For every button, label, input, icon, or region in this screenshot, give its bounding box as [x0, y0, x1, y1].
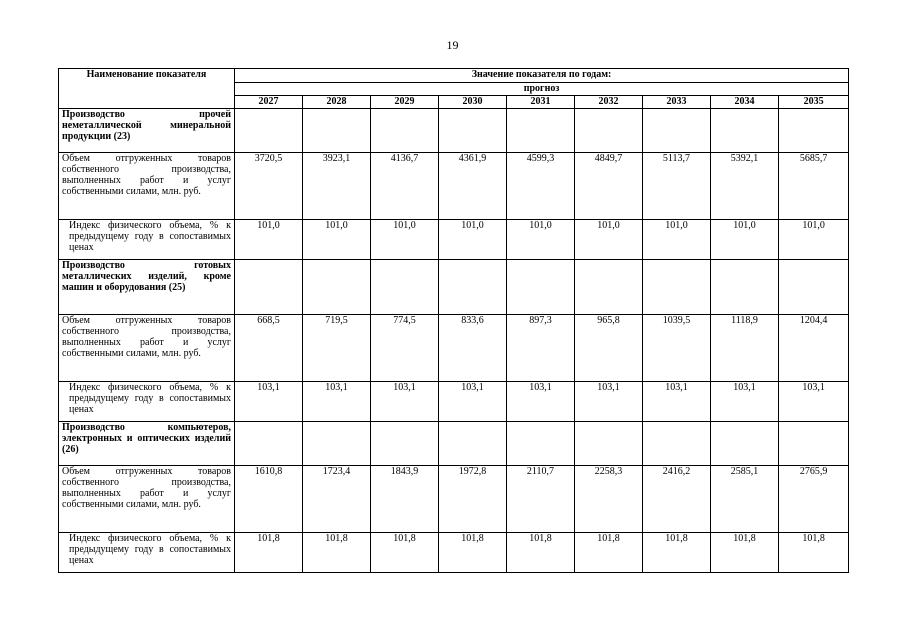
- value-cell: 101,8: [507, 533, 575, 573]
- values-by-year-header: Значение показателя по годам:: [235, 69, 849, 83]
- value-cell: 101,0: [439, 220, 507, 260]
- value-cell: 101,0: [779, 220, 849, 260]
- value-cell: 1843,9: [371, 466, 439, 533]
- section-row: [59, 109, 849, 153]
- empty-cell: [643, 260, 711, 315]
- year-header-2031: 2031: [507, 96, 575, 109]
- empty-cell: [507, 260, 575, 315]
- empty-cell: [303, 109, 371, 153]
- value-cell: 2258,3: [575, 466, 643, 533]
- value-cell: 2110,7: [507, 466, 575, 533]
- section-title: Производство прочей неметаллической минеральной продукции (23): [59, 109, 235, 153]
- empty-cell: [439, 109, 507, 153]
- value-cell: 3923,1: [303, 153, 371, 220]
- value-cell: 2585,1: [711, 466, 779, 533]
- value-cell: 103,1: [711, 382, 779, 422]
- section-row: [59, 422, 849, 466]
- value-cell: 103,1: [643, 382, 711, 422]
- value-cell: 1204,4: [779, 315, 849, 382]
- value-cell: 101,0: [507, 220, 575, 260]
- value-cell: 103,1: [371, 382, 439, 422]
- value-cell: 101,8: [643, 533, 711, 573]
- year-header-2027: 2027: [235, 96, 303, 109]
- indicator-label: Индекс физического объема, % к предыдущему году в сопоставимых ценах: [59, 382, 235, 422]
- indicator-name-header: Наименование показателя: [59, 69, 235, 109]
- empty-cell: [779, 109, 849, 153]
- value-cell: 1723,4: [303, 466, 371, 533]
- empty-cell: [303, 422, 371, 466]
- value-cell: 103,1: [235, 382, 303, 422]
- empty-cell: [643, 422, 711, 466]
- value-cell: 101,8: [779, 533, 849, 573]
- empty-cell: [507, 422, 575, 466]
- page-number: 19: [446, 38, 459, 52]
- value-cell: 2765,9: [779, 466, 849, 533]
- value-cell: 101,8: [371, 533, 439, 573]
- value-cell: 4849,7: [575, 153, 643, 220]
- empty-cell: [235, 109, 303, 153]
- empty-cell: [575, 422, 643, 466]
- indicator-label: Объем отгруженных товаров собственного производства, выполненных работ и услуг собственными силами, млн. руб.: [59, 315, 235, 382]
- year-header-2028: 2028: [303, 96, 371, 109]
- empty-cell: [575, 109, 643, 153]
- indicator-label: Объем отгруженных товаров собственного производства, выполненных работ и услуг собственными силами, млн. руб.: [59, 466, 235, 533]
- table-row: [59, 153, 849, 220]
- value-cell: 101,8: [575, 533, 643, 573]
- year-header-2034: 2034: [711, 96, 779, 109]
- year-header-2035: 2035: [779, 96, 849, 109]
- empty-cell: [779, 422, 849, 466]
- value-cell: 101,0: [711, 220, 779, 260]
- value-cell: 897,3: [507, 315, 575, 382]
- value-cell: 101,0: [575, 220, 643, 260]
- value-cell: 668,5: [235, 315, 303, 382]
- value-cell: 101,0: [371, 220, 439, 260]
- empty-cell: [507, 109, 575, 153]
- value-cell: 5113,7: [643, 153, 711, 220]
- value-cell: 103,1: [507, 382, 575, 422]
- empty-cell: [643, 109, 711, 153]
- value-cell: 4136,7: [371, 153, 439, 220]
- section-title: Производство компьютеров, электронных и оптических изделий (26): [59, 422, 235, 466]
- value-cell: 101,8: [303, 533, 371, 573]
- empty-cell: [711, 109, 779, 153]
- value-cell: 101,8: [235, 533, 303, 573]
- forecast-header: прогноз: [235, 83, 849, 96]
- value-cell: 833,6: [439, 315, 507, 382]
- value-cell: 3720,5: [235, 153, 303, 220]
- value-cell: 103,1: [439, 382, 507, 422]
- value-cell: 965,8: [575, 315, 643, 382]
- value-cell: 101,0: [303, 220, 371, 260]
- empty-cell: [439, 260, 507, 315]
- section-row: [59, 260, 849, 315]
- indicator-label: Индекс физического объема, % к предыдущему году в сопоставимых ценах: [59, 220, 235, 260]
- value-cell: 1972,8: [439, 466, 507, 533]
- empty-cell: [439, 422, 507, 466]
- empty-cell: [711, 422, 779, 466]
- value-cell: 1039,5: [643, 315, 711, 382]
- indicators-table: [58, 68, 849, 573]
- table-row: [59, 315, 849, 382]
- table-row: [59, 466, 849, 533]
- year-header-2030: 2030: [439, 96, 507, 109]
- empty-cell: [711, 260, 779, 315]
- year-header-2033: 2033: [643, 96, 711, 109]
- value-cell: 1118,9: [711, 315, 779, 382]
- empty-cell: [371, 260, 439, 315]
- empty-cell: [235, 260, 303, 315]
- table-row: [59, 533, 849, 573]
- empty-cell: [371, 422, 439, 466]
- value-cell: 5392,1: [711, 153, 779, 220]
- value-cell: 103,1: [575, 382, 643, 422]
- value-cell: 5685,7: [779, 153, 849, 220]
- value-cell: 103,1: [303, 382, 371, 422]
- table-row: [59, 220, 849, 260]
- indicator-label: Объем отгруженных товаров собственного производства, выполненных работ и услуг собственными силами, млн. руб.: [59, 153, 235, 220]
- empty-cell: [371, 109, 439, 153]
- value-cell: 774,5: [371, 315, 439, 382]
- value-cell: 2416,2: [643, 466, 711, 533]
- value-cell: 101,0: [235, 220, 303, 260]
- empty-cell: [779, 260, 849, 315]
- value-cell: 719,5: [303, 315, 371, 382]
- year-header-2032: 2032: [575, 96, 643, 109]
- empty-cell: [575, 260, 643, 315]
- value-cell: 4599,3: [507, 153, 575, 220]
- year-header-2029: 2029: [371, 96, 439, 109]
- value-cell: 4361,9: [439, 153, 507, 220]
- value-cell: 103,1: [779, 382, 849, 422]
- value-cell: 101,8: [711, 533, 779, 573]
- table-row: [59, 382, 849, 422]
- value-cell: 101,8: [439, 533, 507, 573]
- value-cell: 101,0: [643, 220, 711, 260]
- empty-cell: [303, 260, 371, 315]
- empty-cell: [235, 422, 303, 466]
- indicator-label: Индекс физического объема, % к предыдущему году в сопоставимых ценах: [59, 533, 235, 573]
- value-cell: 1610,8: [235, 466, 303, 533]
- section-title: Производство готовых металлических изделий, кроме машин и оборудования (25): [59, 260, 235, 315]
